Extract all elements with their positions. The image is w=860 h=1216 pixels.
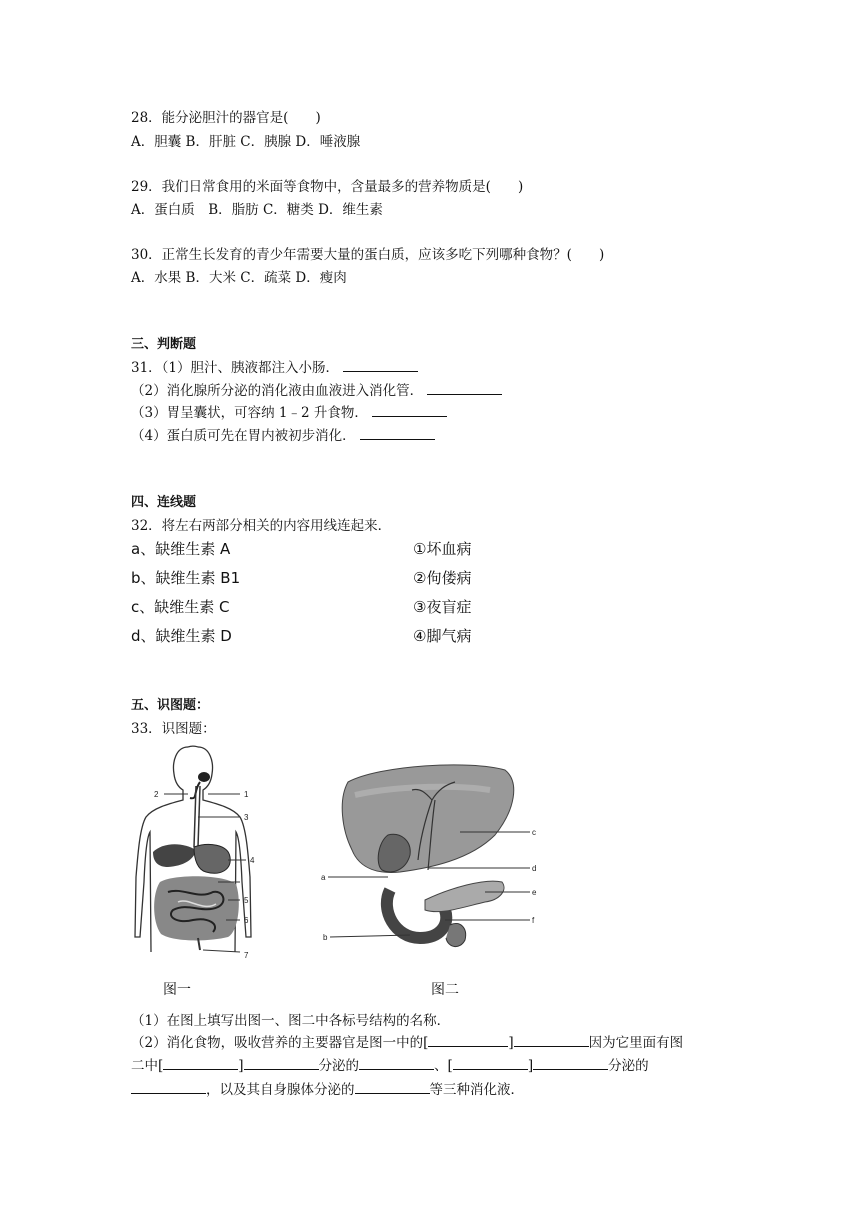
q33-text: ] [238, 1058, 244, 1074]
q30-stem: 30．正常生长发育的青少年需要大量的蛋白质，应该多吃下列哪种食物？( ) [131, 247, 605, 263]
q33-text: 、[ [434, 1058, 453, 1074]
q33-text: （2）消化食物，吸收营养的主要器官是图一中的[ [131, 1035, 429, 1051]
section-4-title: 四、连线题 [131, 495, 197, 510]
q33-text: 分泌的 [318, 1058, 360, 1074]
q33-part-1: （1）在图上填写出图一、图二中各标号结构的名称． [131, 1013, 451, 1029]
q29-stem: 29．我们日常食用的米面等食物中，含量最多的营养物质是( ) [131, 179, 524, 195]
fig1-label-4: 4 [250, 856, 255, 865]
answer-blank[interactable] [514, 1034, 589, 1047]
fig2-label-b: b [323, 933, 328, 942]
q31-item-4 [131, 424, 435, 444]
match-left-a: a、缺维生素 A [131, 540, 231, 558]
answer-blank[interactable] [163, 1057, 238, 1070]
answer-blank[interactable] [343, 359, 418, 372]
match-left-c: c、缺维生素 C [131, 598, 230, 616]
q28-options: A．胆囊 B．肝脏 C．胰腺 D．唾液腺 [131, 134, 361, 150]
fig2-label-f: f [532, 916, 535, 925]
fig2-label-a: a [321, 873, 326, 882]
q31-item-1-text: 31．（1）胆汁、胰液都注入小肠． [131, 360, 340, 376]
answer-blank[interactable] [359, 1057, 434, 1070]
q31-item-3-text: （3）胃呈囊状，可容纳 1﹣2 升食物． [131, 405, 368, 421]
q30-options: A．水果 B．大米 C．疏菜 D．瘦肉 [131, 270, 347, 286]
q33-part-2-line-2 [131, 1054, 649, 1074]
q31-item-4-text: （4）蛋白质可先在胃内被初步消化． [131, 428, 356, 444]
answer-blank[interactable] [453, 1057, 528, 1070]
match-left-b: b、缺维生素 B1 [131, 569, 241, 587]
q33-part-2-line-3 [131, 1078, 524, 1098]
liver-pancreas-figure [320, 760, 550, 960]
q33-text: 等三种消化液． [429, 1082, 524, 1098]
match-right-2: ②佝偻病 [413, 569, 472, 587]
answer-blank[interactable] [355, 1081, 430, 1094]
answer-blank[interactable] [533, 1057, 608, 1070]
answer-blank[interactable] [131, 1081, 206, 1094]
q33-stem: 33．识图题： [131, 721, 216, 737]
answer-blank[interactable] [427, 382, 502, 395]
match-right-3: ③夜盲症 [413, 598, 472, 616]
fig1-label-5: 5 [244, 896, 249, 905]
q33-part-2-line-1 [131, 1031, 683, 1051]
fig1-label-1: 1 [244, 790, 249, 799]
q33-text: ] [527, 1058, 534, 1074]
fig1-label-7: 7 [244, 951, 249, 960]
match-left-d: d、缺维生素 D [131, 627, 232, 645]
fig2-caption: 图二 [431, 982, 459, 998]
q28-stem: 28．能分泌胆汁的器官是( ) [131, 110, 321, 126]
fig1-caption: 图一 [163, 982, 191, 998]
section-5-title: 五、识图题： [131, 698, 210, 713]
q33-text: 分泌的 [608, 1058, 649, 1074]
fig1-label-3: 3 [244, 813, 249, 822]
answer-blank[interactable] [372, 404, 447, 417]
match-right-1: ①坏血病 [413, 540, 472, 558]
q33-text: ，以及其自身腺体分泌的 [206, 1082, 355, 1098]
answer-blank[interactable] [360, 427, 435, 440]
q33-text: ] [508, 1035, 514, 1051]
fig2-label-c: c [532, 828, 536, 837]
q33-text: 二中[ [131, 1058, 164, 1074]
fig2-label-d: d [532, 864, 537, 873]
answer-blank[interactable] [428, 1034, 508, 1047]
fig1-label-6: 6 [244, 916, 249, 925]
q33-text: 因为它里面有图 [588, 1035, 684, 1051]
match-right-4: ④脚气病 [413, 627, 472, 645]
digestive-system-figure [128, 742, 278, 972]
q32-stem: 32．将左右两部分相关的内容用线连起来． [131, 518, 392, 534]
q31-item-2-text: （2）消化腺所分泌的消化液由血液进入消化管． [131, 383, 424, 399]
answer-blank[interactable] [244, 1057, 319, 1070]
q31-item-1 [131, 356, 418, 376]
fig1-label-2: 2 [154, 790, 159, 799]
section-3-title: 三、判断题 [131, 337, 197, 352]
q29-options: A．蛋白质 B．脂肪 C．糖类 D．维生素 [131, 202, 383, 218]
q31-item-2 [131, 379, 502, 399]
q31-item-3 [131, 401, 447, 421]
fig2-label-e: e [532, 888, 537, 897]
